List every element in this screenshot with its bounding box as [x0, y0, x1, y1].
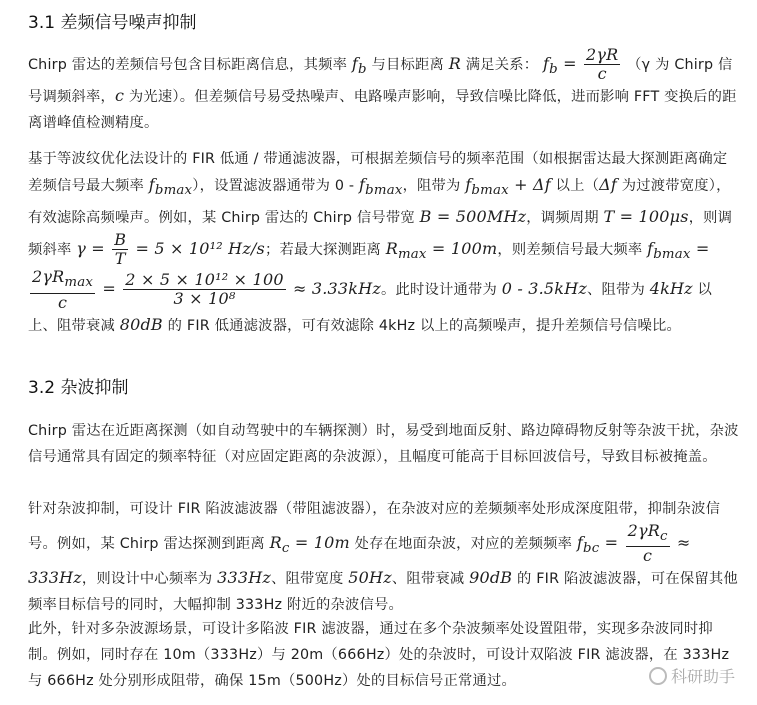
- paragraph-multi-notch: 此外，针对多杂波源场景，可设计多陷波 FIR 滤波器，通过在多个杂波频率处设置阻带，实现多杂波同时抑制。例如，同时存在 10m（333Hz）与 20m（666Hz）处的杂波时，可设计双陷波 FIR 滤波器，在 333Hz 与 666Hz 处分别形成阻带，确保 15m（500Hz）处的目标信号正常通过。: [28, 621, 730, 689]
- paragraph-notch-filter: 针对杂波抑制，可设计 FIR 陷波滤波器（带阻滤波器），在杂波对应的差频频率处形成深度阻带，抑制杂波信号。例如，某 Chirp 雷达探测到距离 $R_c = 10m$ 处存在地面杂波，对应的差频频率 $f_{bc}$ = $\frac{2\gamma R_c}{c}$ ≈ 333Hz，则设计中心频率为 333Hz、阻带宽度 50Hz、阻带衰减 90dB 的 FIR 陷波滤波器，可在保留其他频率目标信号的同时，大幅抑制 333Hz 附近的杂波信号。: [28, 501, 738, 614]
- watermark-logo-icon: [649, 667, 667, 685]
- paragraph-clutter-intro: Chirp 雷达在近距离探测（如自动驾驶中的车辆探测）时，易受到地面反射、路边障碍物反射等杂波干扰，杂波信号通常具有固定的频率特征（对应固定距离的杂波源），且幅度可能高于目标回波信号，导致目标被掩盖。: [28, 423, 739, 465]
- watermark: 科研助手: [649, 664, 735, 687]
- paragraph-fir-lowpass: 基于等波纹优化法设计的 FIR 低通 / 带通滤波器，可根据差频信号的频率范围（如根据雷达最大探测距离确定差频信号最大频率 $f_{bmax}$），设置滤波器通带为 $0 - f_{bmax}$，阻带为 $f_{bmax} + \Delta f$ 以上（Δf 为过渡带宽度），有效滤除高频噪声。例如，某 Chirp 雷达的 Chirp 信号带宽 B = 500MHz，调频周期 T = 100μs，则调频斜率 γ = $\frac{B}{T}$ = 5 × 10¹² Hz/s；若最大探测距离 $R_{max} = 100m$，则差频信号最大频率 $f_{bmax}$ = $\frac{2\gamma R_{max}}{c}$ = $\frac{\text{2 × 5 × 10¹² × 100}}{\text{3 × 10⁸}}$ ≈ 3.33kHz。此时设计通带为 0 - 3.5kHz、阻带为 4kHz 以上、阻带衰减 80dB 的 FIR 低通滤波器，可有效滤除 4kHz 以上的高频噪声，提升差频信号信噪比。: [28, 151, 733, 334]
- section-heading-noise: 3.1 差频信号噪声抑制: [28, 13, 197, 33]
- paragraph-beat-signal-intro: Chirp 雷达的差频信号包含目标距离信息，其频率 $f_b$ 与目标距离 R 满足关系： $f_b$ = $\frac{2\gamma R}{c}$ （γ 为 Chirp 信号调频斜率，c 为光速）。但差频信号易受热噪声、电路噪声影响，导致信噪比降低，进而影响 FFT 变换后的距离谱峰值检测精度。: [28, 45, 737, 132]
- section-heading-clutter: 3.2 杂波抑制: [28, 378, 129, 398]
- equation-fb: $f_b$ = $\frac{2\gamma R}{c}$: [542, 45, 619, 83]
